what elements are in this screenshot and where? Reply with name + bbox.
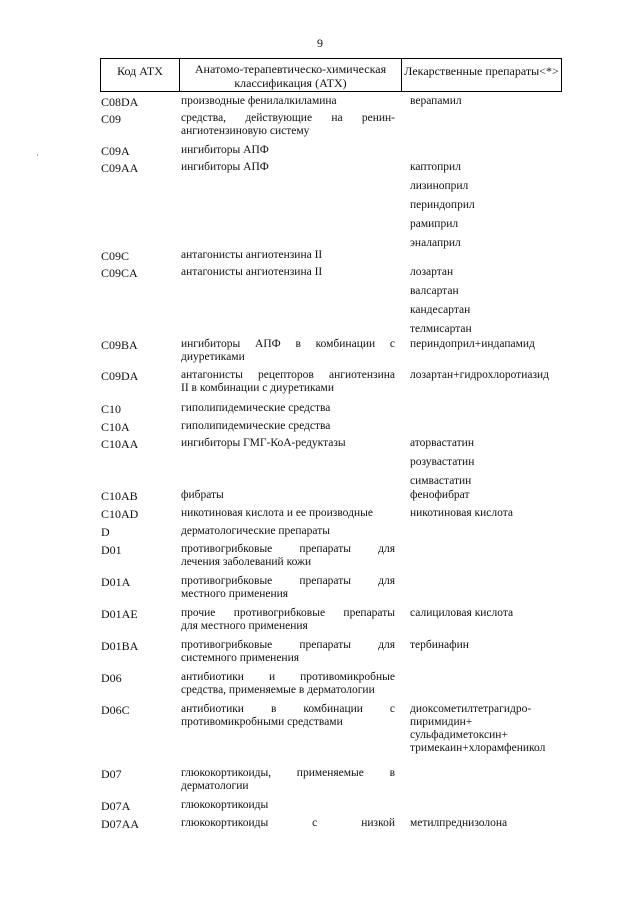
classification-cell [181, 507, 395, 520]
classification-cell [181, 338, 395, 363]
drug-name: фенофибрат [410, 489, 470, 501]
classification-line: антагонисты рецепторов ангиотензина [181, 369, 395, 381]
classification-line: диуретиками [181, 350, 245, 363]
classification-line: противогрибковые препараты для [181, 639, 395, 651]
atc-code: D01AE [101, 607, 138, 621]
classification-line: производные фенилалкиламина [181, 95, 337, 107]
drug-name: салициловая кислота [410, 607, 514, 619]
classification-line: дерматологии [181, 779, 249, 792]
drug-name: диоксометилтетрагидро- [410, 703, 532, 715]
classification-line: глюкокортикоиды [181, 799, 269, 811]
classification-line: противомикробными средствами [181, 715, 343, 728]
classification-line: ангиотензиновую систему [181, 124, 310, 137]
atc-code: C09CA [101, 266, 138, 280]
classification-cell [181, 437, 395, 450]
atc-code: C10A [101, 420, 130, 434]
drug-name: симвастатин [410, 475, 472, 487]
drug-name: валсартан [410, 285, 459, 297]
atc-code: D06C [101, 703, 130, 717]
drug-name: периндоприл [410, 199, 475, 211]
classification-line: никотиновая кислота и ее производные [181, 507, 373, 519]
classification-line: антибиотики и противомикробные [181, 671, 395, 683]
classification-line: антагонисты ангиотензина II [181, 249, 323, 261]
drug-name: каптоприл [410, 161, 461, 173]
classification-line: гиполипидемические средства [181, 420, 331, 432]
margin-mark: · [36, 150, 39, 160]
drug-name: эналаприл [410, 237, 461, 249]
classification-cell [181, 543, 395, 568]
atc-code: D01 [101, 543, 122, 557]
drug-name: тербинафин [410, 639, 469, 651]
drug-name: периндоприл+индапамид [410, 338, 535, 350]
atc-code: C09 [101, 112, 122, 126]
classification-line: фибраты [181, 489, 224, 501]
atc-code: C10AA [101, 437, 139, 451]
atc-code: C08DA [101, 95, 139, 109]
classification-cell [181, 249, 395, 262]
classification-line: антагонисты ангиотензина II [181, 266, 323, 278]
classification-cell [181, 489, 395, 502]
drugs-cell [410, 639, 580, 658]
classification-line: II в комбинации с диуретиками [181, 381, 334, 394]
classification-cell [181, 144, 395, 157]
classification-line: для местного применения [181, 619, 308, 632]
classification-line: противогрибковые препараты для [181, 543, 395, 555]
drug-name: тримекаин+хлорамфеникол [410, 742, 546, 754]
drug-name: лозартан+гидрохлоротиазид [410, 369, 549, 381]
classification-line: гиполипидемические средства [181, 402, 331, 414]
classification-line: системного применения [181, 651, 300, 664]
drugs-cell [410, 95, 580, 114]
classification-line: ингибиторы АПФ [181, 161, 269, 173]
classification-line: дерматологические препараты [181, 525, 330, 537]
page-number: 9 [317, 36, 323, 50]
classification-line: глюкокортикоиды, применяемые в [181, 767, 395, 779]
classification-line: местного применения [181, 587, 289, 600]
classification-cell [181, 402, 395, 415]
classification-cell [181, 112, 395, 137]
classification-line: ингибиторы ГМГ-КоА-редуктазы [181, 437, 346, 449]
atc-code: C09BA [101, 338, 138, 352]
header-classification: Анатомо-терапевтическо-химическая классификация (АТХ) [180, 59, 402, 91]
classification-cell [181, 575, 395, 600]
classification-cell [181, 767, 395, 792]
classification-line: прочие противогрибковые препараты [181, 607, 395, 619]
drug-name: лизиноприл [410, 180, 469, 192]
classification-cell [181, 525, 395, 538]
drug-name: кандесартан [410, 304, 471, 316]
drugs-cell [410, 338, 580, 357]
classification-cell [181, 266, 395, 279]
classification-cell [181, 161, 395, 174]
atc-code: D07AA [101, 817, 139, 831]
atc-code: C09AA [101, 161, 139, 175]
classification-cell [181, 607, 395, 632]
classification-cell [181, 95, 395, 108]
drug-name: телмисартан [410, 323, 472, 335]
drug-name: розувастатин [410, 456, 475, 468]
atc-code: D07A [101, 799, 131, 813]
drug-name: сульфадиметоксин+ [410, 729, 508, 741]
drug-name: лозартан [410, 266, 454, 278]
atc-code: C09DA [101, 369, 139, 383]
drug-name: никотиновая кислота [410, 507, 513, 519]
classification-line: антибиотики в комбинации с [181, 703, 395, 715]
header-drugs: Лекарственные препараты<*> [404, 64, 559, 78]
classification-line: ингибиторы АПФ [181, 144, 269, 156]
classification-line: средства, применяемые в дерматологии [181, 683, 375, 696]
drugs-cell [410, 161, 580, 256]
header-code: Код АТХ [101, 59, 180, 91]
classification-line: противогрибковые препараты для [181, 575, 395, 587]
drugs-cell [410, 369, 580, 388]
drug-name: пиримидин+ [410, 716, 473, 728]
atc-code: C10 [101, 402, 122, 416]
drugs-cell [410, 507, 580, 526]
drug-name: метилпреднизолона [410, 817, 508, 829]
classification-cell [181, 369, 395, 394]
atc-code: C09A [101, 144, 130, 158]
classification-cell [181, 639, 395, 664]
classification-cell [181, 703, 395, 728]
classification-line: ингибиторы АПФ в комбинации с [181, 338, 395, 350]
classification-line: лечения заболеваний кожи [181, 555, 312, 568]
classification-cell [181, 420, 395, 433]
classification-line: средства, действующие на ренин- [181, 112, 395, 124]
classification-line: глюкокортикоиды с низкой [181, 817, 395, 829]
drugs-cell [410, 607, 580, 626]
drugs-cell [410, 817, 580, 836]
atc-code: C10AB [101, 489, 138, 503]
drug-name: рамиприл [410, 218, 459, 230]
drug-name: верапамил [410, 95, 462, 107]
drugs-cell [410, 489, 580, 508]
drug-name: аторвастатин [410, 437, 474, 449]
classification-cell [181, 671, 395, 696]
drugs-cell [410, 437, 580, 494]
atc-code: D07 [101, 767, 122, 781]
atc-code: D01BA [101, 639, 139, 653]
atc-code: D06 [101, 671, 122, 685]
atc-code: C10AD [101, 507, 139, 521]
atc-code: D01A [101, 575, 131, 589]
atc-code: D [101, 525, 110, 539]
classification-cell [181, 817, 395, 830]
classification-cell [181, 799, 395, 812]
drugs-cell [410, 266, 580, 342]
drugs-cell [410, 703, 580, 755]
atc-code: C09C [101, 249, 130, 263]
